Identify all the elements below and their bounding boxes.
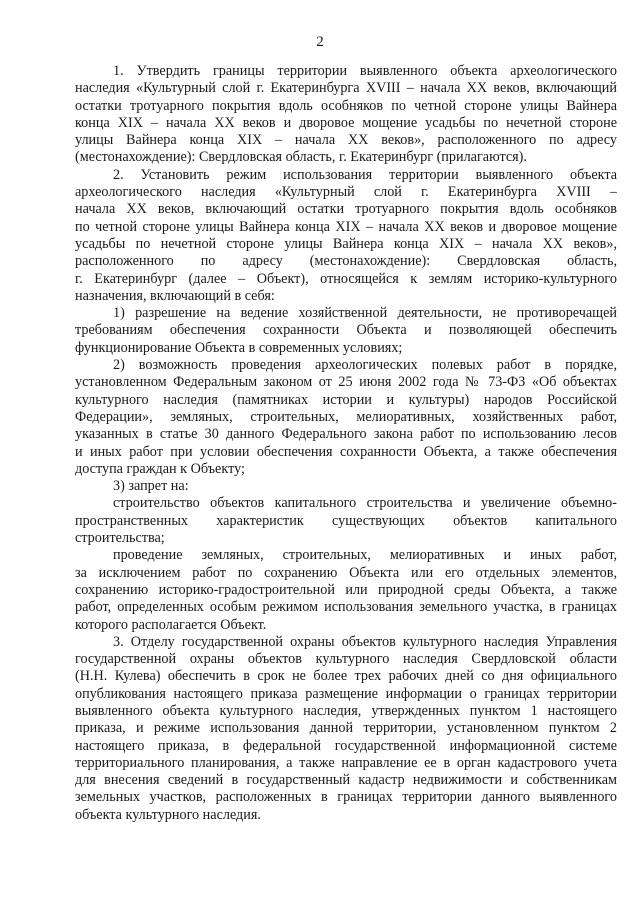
text-line: проведение земляных, строительных, мелиоративных и иных работ, [113,547,617,564]
document-body [75,63,617,824]
text-line: приказа, и режиме использования данной территории, установленном пунктом 2 [75,720,617,737]
text-line: 3) запрет на: [113,478,189,495]
text-line: за исключением работ по сохранению Объекта или его отдельных элементов, [75,564,617,581]
text-line: строительство объектов капитального строительства и увеличение объемно- [113,495,617,512]
text-line: государственной охраны объектов культурного наследия Свердловской области [75,651,617,668]
text-line: начала XX веков, включающий остатки тротуарного покрытия вдоль особняков [75,201,617,218]
text-line: г. Екатеринбург (далее – Объект), относящейся к землям историко-культурного [75,270,617,287]
text-line: (местонахождение): Свердловская область, г. Екатеринбург (прилагаются). [75,149,527,166]
text-line: земельных участков, расположенных в границах территории данного выявленного [75,789,617,806]
text-line: пространственных характеристик существующих объектов капитального [75,512,617,529]
text-line: территориального планирования, а также направление ее в орган кадастрового учета [75,754,617,771]
text-line: для внесения сведений в государственный кадастр недвижимости и собственникам [75,772,617,789]
text-line: остатки тротуарного покрытия вдоль особняков по четной стороне улицы Вайнера [75,97,617,114]
text-line: археологического наследия «Культурный слой г. Екатеринбурга XVIII – [75,184,617,201]
text-line: 3. Отделу государственной охраны объектов культурного наследия Управления [113,633,617,650]
text-line: выявленного объекта культурного наследия, утвержденных пунктом 1 настоящего [75,702,617,719]
page-number: 2 [316,34,324,50]
text-line: и иных работ при условии обеспечения сохранности Объекта, а также обеспечения [75,443,617,460]
text-line: функционирование Объекта в современных условиях; [75,339,403,356]
text-line: строительства; [75,530,165,547]
text-line: культурного наследия (памятниках истории и культуры) народов Российской [75,391,617,408]
text-line: конца XIX – начала XX веков и дворовое мощение усадьбы по нечетной стороне [75,114,617,131]
text-line: наследия «Культурный слой г. Екатеринбурга XVIII – начала XX веков, включающий [75,80,617,97]
text-line: доступа граждан к Объекту; [75,460,245,477]
text-line: усадьбы по нечетной стороне улицы Вайнера конца XIX – начала XX веков», [75,235,617,252]
text-line: работ, определенных особым режимом использования земельного участка, в границах [75,599,617,616]
text-line: расположенного по адресу (местонахождение): Свердловская область, [75,253,617,270]
text-line: опубликования настоящего приказа размещение информации о границах территории [75,685,617,702]
text-line: (Н.Н. Кулева) обеспечить в срок не более трех рабочих дней со дня официального [75,668,617,685]
text-line: по четной стороне улицы Вайнера конца XIX – начала XX веков и дворовое мощение [75,218,617,235]
text-line: настоящего приказа, в федеральной государственной информационной системе [75,737,617,754]
text-line: требованиям обеспечения сохранности Объекта и позволяющей обеспечить [75,322,617,339]
text-line: указанных в статье 30 данного Федерального закона работ по использованию лесов [75,426,617,443]
text-line: установленном Федеральным законом от 25 июня 2002 года № 73-ФЗ «Об объектах [75,374,617,391]
text-line: улицы Вайнера конца XIX – начала XX веков», расположенного по адресу [75,132,617,149]
text-line: сохранению историко-градостроительной или природной среды Объекта, а также [75,581,617,598]
text-line: 2) возможность проведения археологических полевых работ в порядке, [113,357,617,374]
text-line: Федерации», земляных, строительных, мелиоративных, хозяйственных работ, [75,408,617,425]
text-line: 1) разрешение на ведение хозяйственной деятельности, не противоречащей [113,305,617,322]
text-line: назначения, включающий в себя: [75,287,275,304]
text-line: которого располагается Объект. [75,616,267,633]
text-line: 2. Установить режим использования территории выявленного объекта [113,166,617,183]
text-line: 1. Утвердить границы территории выявленного объекта археологического [113,63,617,79]
text-line: объекта культурного наследия. [75,806,261,823]
